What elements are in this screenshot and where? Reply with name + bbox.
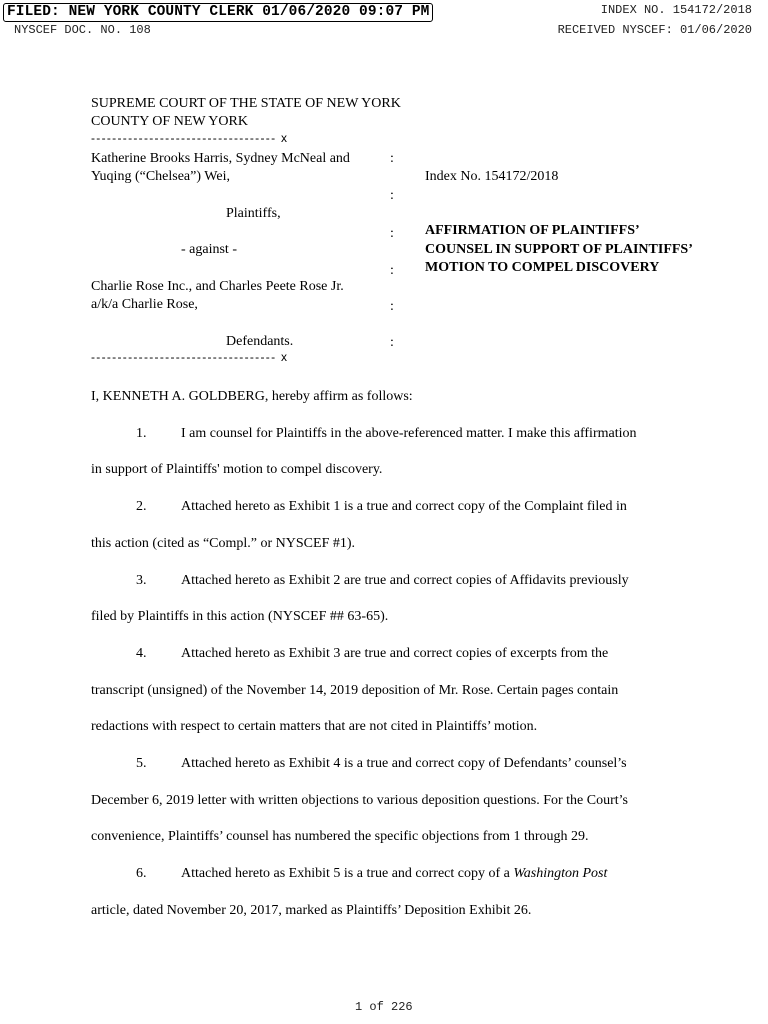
paragraph-text: in support of Plaintiffs' motion to compel discovery. xyxy=(91,462,383,477)
index-number: Index No. 154172/2018 xyxy=(425,169,559,184)
paragraph-text: this action (cited as “Compl.” or NYSCEF #1). xyxy=(91,536,356,551)
plaintiffs-label: Plaintiffs, xyxy=(226,206,281,221)
paragraph-text: I am counsel for Plaintiffs in the above-referenced matter. I make this affirmation xyxy=(181,426,637,441)
caption-divider-top: ----------------------------------- x xyxy=(91,131,289,145)
publication-title: Washington Post xyxy=(513,866,608,881)
caption-colon: : xyxy=(390,263,394,278)
paragraph-text: Attached hereto as Exhibit 1 is a true and correct copy of the Complaint filed in xyxy=(181,499,627,514)
document-title-line2: COUNSEL IN SUPPORT OF PLAINTIFFS’ xyxy=(425,242,693,257)
paragraph-number: 6. xyxy=(136,866,147,881)
paragraph-text: Attached hereto as Exhibit 3 are true and correct copies of excerpts from the xyxy=(181,646,609,661)
filed-stamp: FILED: NEW YORK COUNTY CLERK 01/06/2020 09:07 PM xyxy=(3,3,433,22)
caption-colon: : xyxy=(390,226,394,241)
paragraph-text: convenience, Plaintiffs’ counsel has numbered the specific objections from 1 through 29. xyxy=(91,829,589,844)
paragraph-text xyxy=(181,865,607,882)
paragraph-text-plain: Attached hereto as Exhibit 5 is a true and correct copy of a xyxy=(181,866,514,881)
paragraph-number: 4. xyxy=(136,646,147,661)
paragraph-text: Attached hereto as Exhibit 2 are true and correct copies of Affidavits previously xyxy=(181,573,629,588)
caption-colon: : xyxy=(390,335,394,350)
paragraph-text: filed by Plaintiffs in this action (NYSCEF ## 63-65). xyxy=(91,609,389,624)
paragraph-text: December 6, 2019 letter with written objections to various deposition questions. For the Court’s xyxy=(91,793,628,808)
caption-divider-bottom: ----------------------------------- x xyxy=(91,350,289,364)
paragraph-text: article, dated November 20, 2017, marked as Plaintiffs’ Deposition Exhibit 26. xyxy=(91,903,532,918)
paragraph-text: redactions with respect to certain matters that are not cited in Plaintiffs’ motion. xyxy=(91,719,538,734)
caption-colon: : xyxy=(390,188,394,203)
paragraph-number: 2. xyxy=(136,499,147,514)
page-number: 1 of 226 xyxy=(355,1000,413,1014)
document-title-line1: AFFIRMATION OF PLAINTIFFS’ xyxy=(425,223,640,238)
index-number-header: INDEX NO. 154172/2018 xyxy=(600,3,752,17)
county-name: COUNTY OF NEW YORK xyxy=(91,114,248,129)
defendants-names-line2: a/k/a Charlie Rose, xyxy=(91,297,198,312)
paragraph-text: transcript (unsigned) of the November 14, 2019 deposition of Mr. Rose. Certain pages contain xyxy=(91,683,619,698)
against-label: - against - xyxy=(181,242,237,257)
paragraph-number: 5. xyxy=(136,756,147,771)
paragraph-number: 3. xyxy=(136,573,147,588)
paragraph-number: 1. xyxy=(136,426,147,441)
defendants-label: Defendants. xyxy=(226,334,294,349)
caption-colon: : xyxy=(390,299,394,314)
defendants-names-line1: Charlie Rose Inc., and Charles Peete Rose Jr. xyxy=(91,279,344,294)
caption-colon: : xyxy=(390,151,394,166)
plaintiffs-names-line1: Katherine Brooks Harris, Sydney McNeal and xyxy=(91,151,350,166)
document-title-line3: MOTION TO COMPEL DISCOVERY xyxy=(425,260,660,275)
plaintiffs-names-line2: Yuqing (“Chelsea”) Wei, xyxy=(91,169,230,184)
nyscef-doc-number: NYSCEF DOC. NO. 108 xyxy=(14,23,151,37)
affirmation-intro: I, KENNETH A. GOLDBERG, hereby affirm as follows: xyxy=(91,389,413,404)
court-name: SUPREME COURT OF THE STATE OF NEW YORK xyxy=(91,96,401,111)
paragraph-text: Attached hereto as Exhibit 4 is a true and correct copy of Defendants’ counsel’s xyxy=(181,756,627,771)
received-nyscef-date: RECEIVED NYSCEF: 01/06/2020 xyxy=(557,23,752,37)
